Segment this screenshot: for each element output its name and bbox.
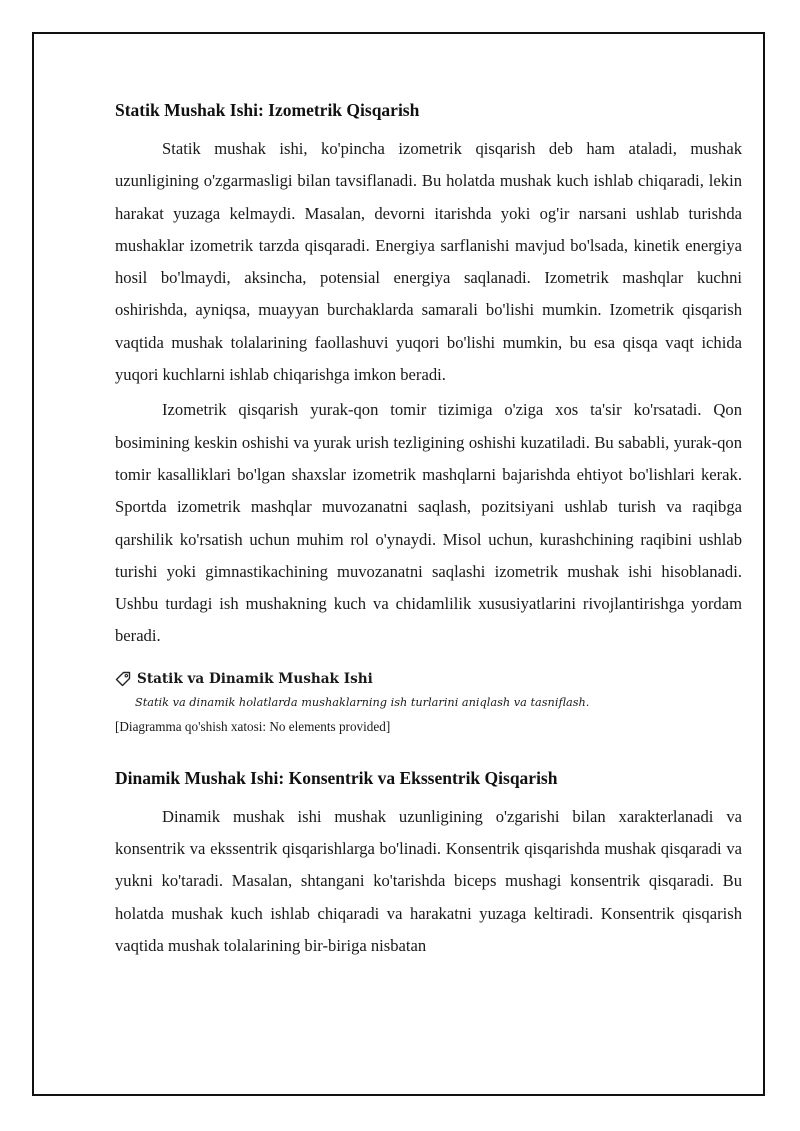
diagram-title-row <box>115 667 742 691</box>
tag-icon <box>115 671 131 687</box>
diagram-block <box>115 667 742 738</box>
section-heading-dynamic: Dinamik Mushak Ishi: Konsentrik va Ekssentrik Qisqarish <box>115 767 558 788</box>
diagram-title: Statik va Dinamik Mushak Ishi <box>137 670 373 687</box>
diagram-caption: Statik va dinamik holatlarda mushaklarning ish turlarini aniqlash va tasniflash. <box>135 695 590 709</box>
paragraph: Izometrik qisqarish yurak-qon tomir tizimiga o'ziga xos ta'sir ko'rsatadi. Qon bosimining keskin oshishi va yurak urish tezligining oshishi kuzatiladi. Bu sababli, yurak-qon tomir kasalliklari bo'lgan shaxslar izometrik mashqlarni bajarishda ehtiyot bo'lishlari kerak. Sportda izometrik mashqlar muvozanatni saqlash, pozitsiyani ushlab turish va raqibga qarshilik ko'rsatish uchun muhim rol o'ynaydi. Misol uchun, kurashchining raqibini ushlab turishi yoki gimnastikachining muvozanatni saqlashi izometrik mushak ishi hisoblanadi. Ushbu turdagi ish mushakning kuch va chidamlilik xususiyatlarini rivojlantirishga yordam beradi. <box>115 400 742 646</box>
document-content <box>115 98 742 965</box>
paragraph: Dinamik mushak ishi mushak uzunligining o'zgarishi bilan xarakterlanadi va konsentrik va ekssentrik qisqarishlarga bo'linadi. Konsentrik qisqarishda mushak qisqaradi va yukni ko'taradi. Masalan, shtangani ko'tarishda biceps mushagi konsentrik qisqaradi. Bu holatda mushak kuch ishlab chiqaradi va harakatni yuzaga keltiradi. Konsentrik qisqarish vaqtida mushak tolalarining bir-biriga nisbatan <box>115 806 742 955</box>
diagram-error-message: [Diagramma qo'shish xatosi: No elements provided] <box>115 718 391 734</box>
section-heading-static: Statik Mushak Ishi: Izometrik Qisqarish <box>115 100 420 120</box>
paragraph: Statik mushak ishi, ko'pincha izometrik qisqarish deb ham ataladi, mushak uzunligining o'zgarmasligi bilan tavsiflanadi. Bu holatda mushak kuch ishlab chiqaradi, lekin harakat yuzaga kelmaydi. Masalan, devorni itarishda yoki og'ir narsani ushlab turishda mushaklar izometrik tarzda qisqaradi. Energiya sarflanishi mavjud bo'lsada, kinetik energiya hosil bo'lmaydi, aksincha, potensial energiya saqlanadi. Izometrik mashqlar kuchni oshirishda, ayniqsa, muayyan burchaklarda samarali bo'lishi mumkin. Izometrik qisqarish vaqtida mushak tolalarining faollashuvi yuqori bo'lishi mumkin, bu esa qisqa vaqt ichida yuqori kuchlarni ishlab chiqarishga imkon beradi. <box>115 139 742 385</box>
